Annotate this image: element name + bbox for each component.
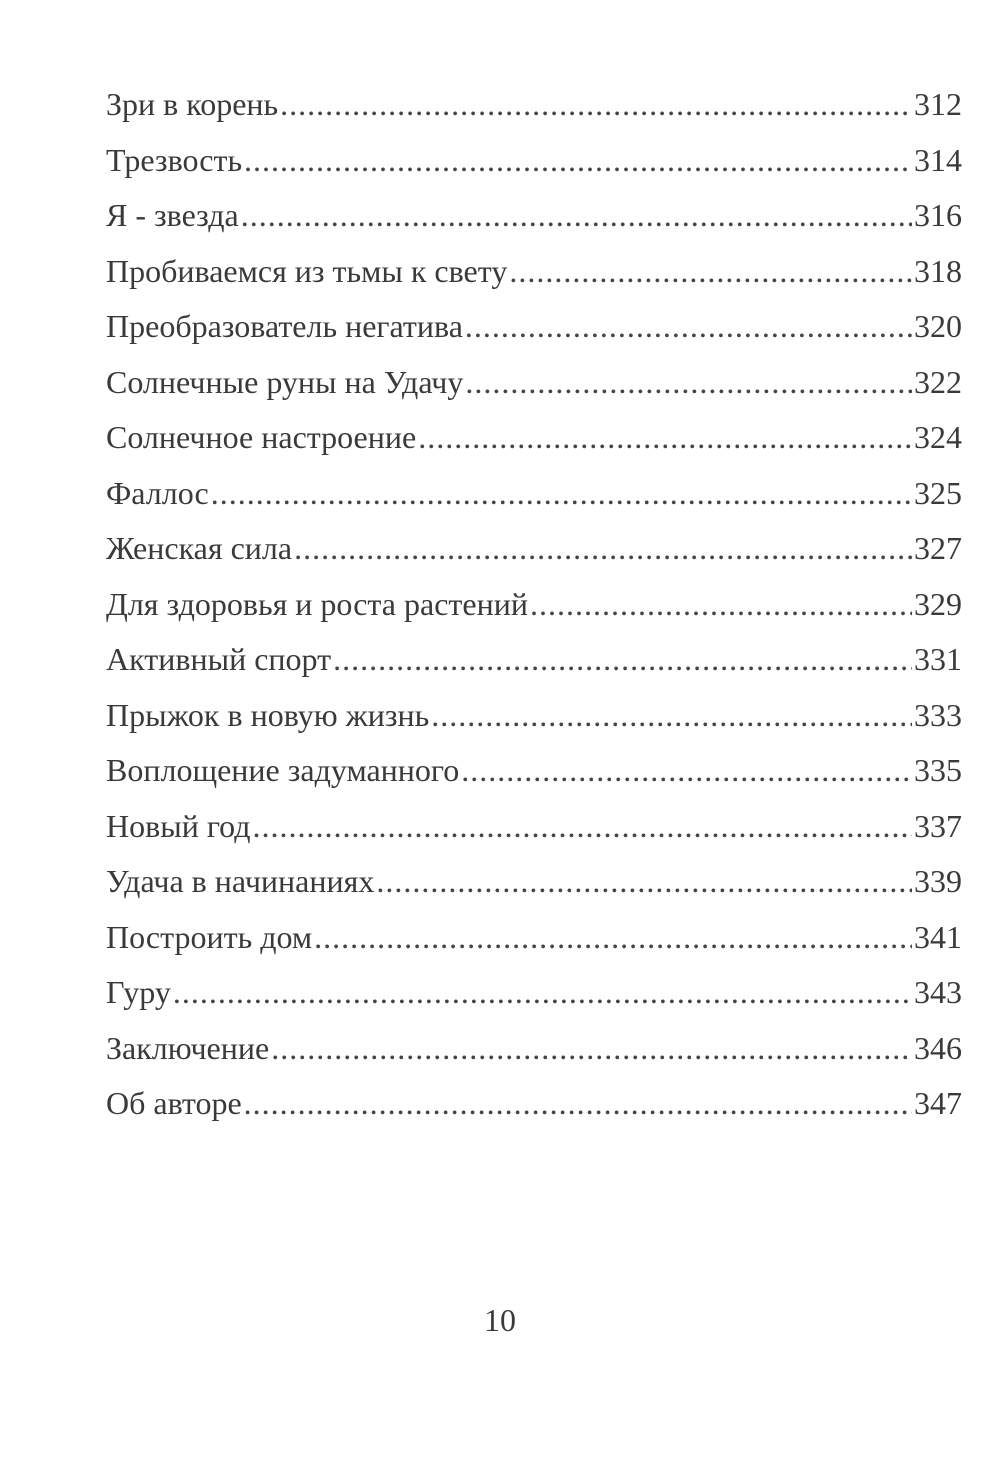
toc-entry[interactable] [106,521,962,577]
toc-entry[interactable] [106,410,962,466]
toc-entry-title: Пробиваемся из тьмы к свету [106,252,508,289]
page-number: 10 [484,1302,516,1338]
toc-entry[interactable] [106,299,962,355]
toc-entry[interactable] [106,688,962,744]
toc-entry-title: Построить дом [106,918,313,955]
toc-entry-title: Преобразователь негатива [106,308,463,344]
toc-entry-title: Я - звезда [106,197,239,233]
toc-dot-leader [465,355,912,411]
toc-dot-leader [314,910,912,966]
toc-entry-page: 331 [914,641,962,677]
toc-dot-leader [461,743,912,799]
toc-entry[interactable] [106,244,962,300]
toc-dot-leader [211,466,912,522]
toc-dot-leader [431,688,912,744]
toc-entry-page: 327 [914,530,962,566]
toc-entry-page: 335 [914,752,962,788]
toc-entry[interactable] [106,799,962,855]
toc-entry-title: Удача в начинаниях [106,863,375,899]
toc-dot-leader [244,133,912,189]
toc-entry-page: 329 [914,585,962,622]
toc-dot-leader [173,965,912,1021]
toc-dot-leader [241,188,912,244]
toc-dot-leader [244,1076,912,1132]
toc-entry[interactable] [106,188,962,244]
toc-entry[interactable] [106,910,962,966]
toc-entry[interactable] [106,133,962,189]
toc-entry-page: 322 [914,363,962,400]
toc-dot-leader [294,521,912,577]
toc-entry-title: Солнечные руны на Удачу [106,363,464,400]
toc-dot-leader [253,799,912,855]
toc-entry-page: 316 [914,197,962,233]
toc-entry-page: 314 [914,141,962,178]
toc-entry-page: 341 [914,918,962,955]
toc-entry[interactable] [106,77,962,133]
toc-entry-title: Активный спорт [106,641,332,677]
toc-entry[interactable] [106,743,962,799]
toc-dot-leader [280,77,912,133]
toc-entry-page: 318 [914,252,962,289]
toc-dot-leader [271,1021,912,1077]
toc-entry-title: Гуру [106,974,171,1010]
toc-entry[interactable] [106,1021,962,1077]
toc-dot-leader [509,244,912,300]
toc-entry-page: 333 [914,696,962,733]
toc-entry-title: Воплощение задуманного [106,752,460,788]
toc-entry-title: Новый год [106,807,251,844]
toc-entry-title: Зри в корень [106,86,279,122]
toc-entry-page: 343 [914,974,962,1010]
toc-entry-page: 339 [914,863,962,899]
toc-dot-leader [530,577,912,633]
toc-entry-page: 347 [914,1085,962,1121]
toc-entry[interactable] [106,965,962,1021]
toc-entry[interactable] [106,355,962,411]
toc-entry-page: 337 [914,807,962,844]
toc-dot-leader [465,299,912,355]
toc-entry[interactable] [106,854,962,910]
table-of-contents [106,77,962,1132]
toc-entry-page: 325 [914,474,962,511]
toc-entry-page: 312 [914,86,962,122]
toc-entry-title: Трезвость [106,141,243,178]
toc-entry[interactable] [106,632,962,688]
toc-entry-title: Для здоровья и роста растений [106,585,528,622]
toc-entry[interactable] [106,466,962,522]
toc-entry[interactable] [106,1076,962,1132]
toc-entry-title: Фаллос [106,474,209,511]
toc-entry-title: Об авторе [106,1085,242,1121]
toc-entry[interactable] [106,577,962,633]
toc-entry-page: 346 [914,1029,962,1066]
toc-entry-page: 320 [914,308,962,344]
toc-entry-title: Прыжок в новую жизнь [106,696,430,733]
toc-entry-title: Женская сила [106,530,293,566]
toc-dot-leader [418,410,912,466]
toc-dot-leader [333,632,912,688]
toc-entry-title: Солнечное настроение [106,419,417,455]
toc-dot-leader [376,854,912,910]
toc-entry-page: 324 [914,419,962,455]
toc-entry-title: Заключение [106,1029,270,1066]
